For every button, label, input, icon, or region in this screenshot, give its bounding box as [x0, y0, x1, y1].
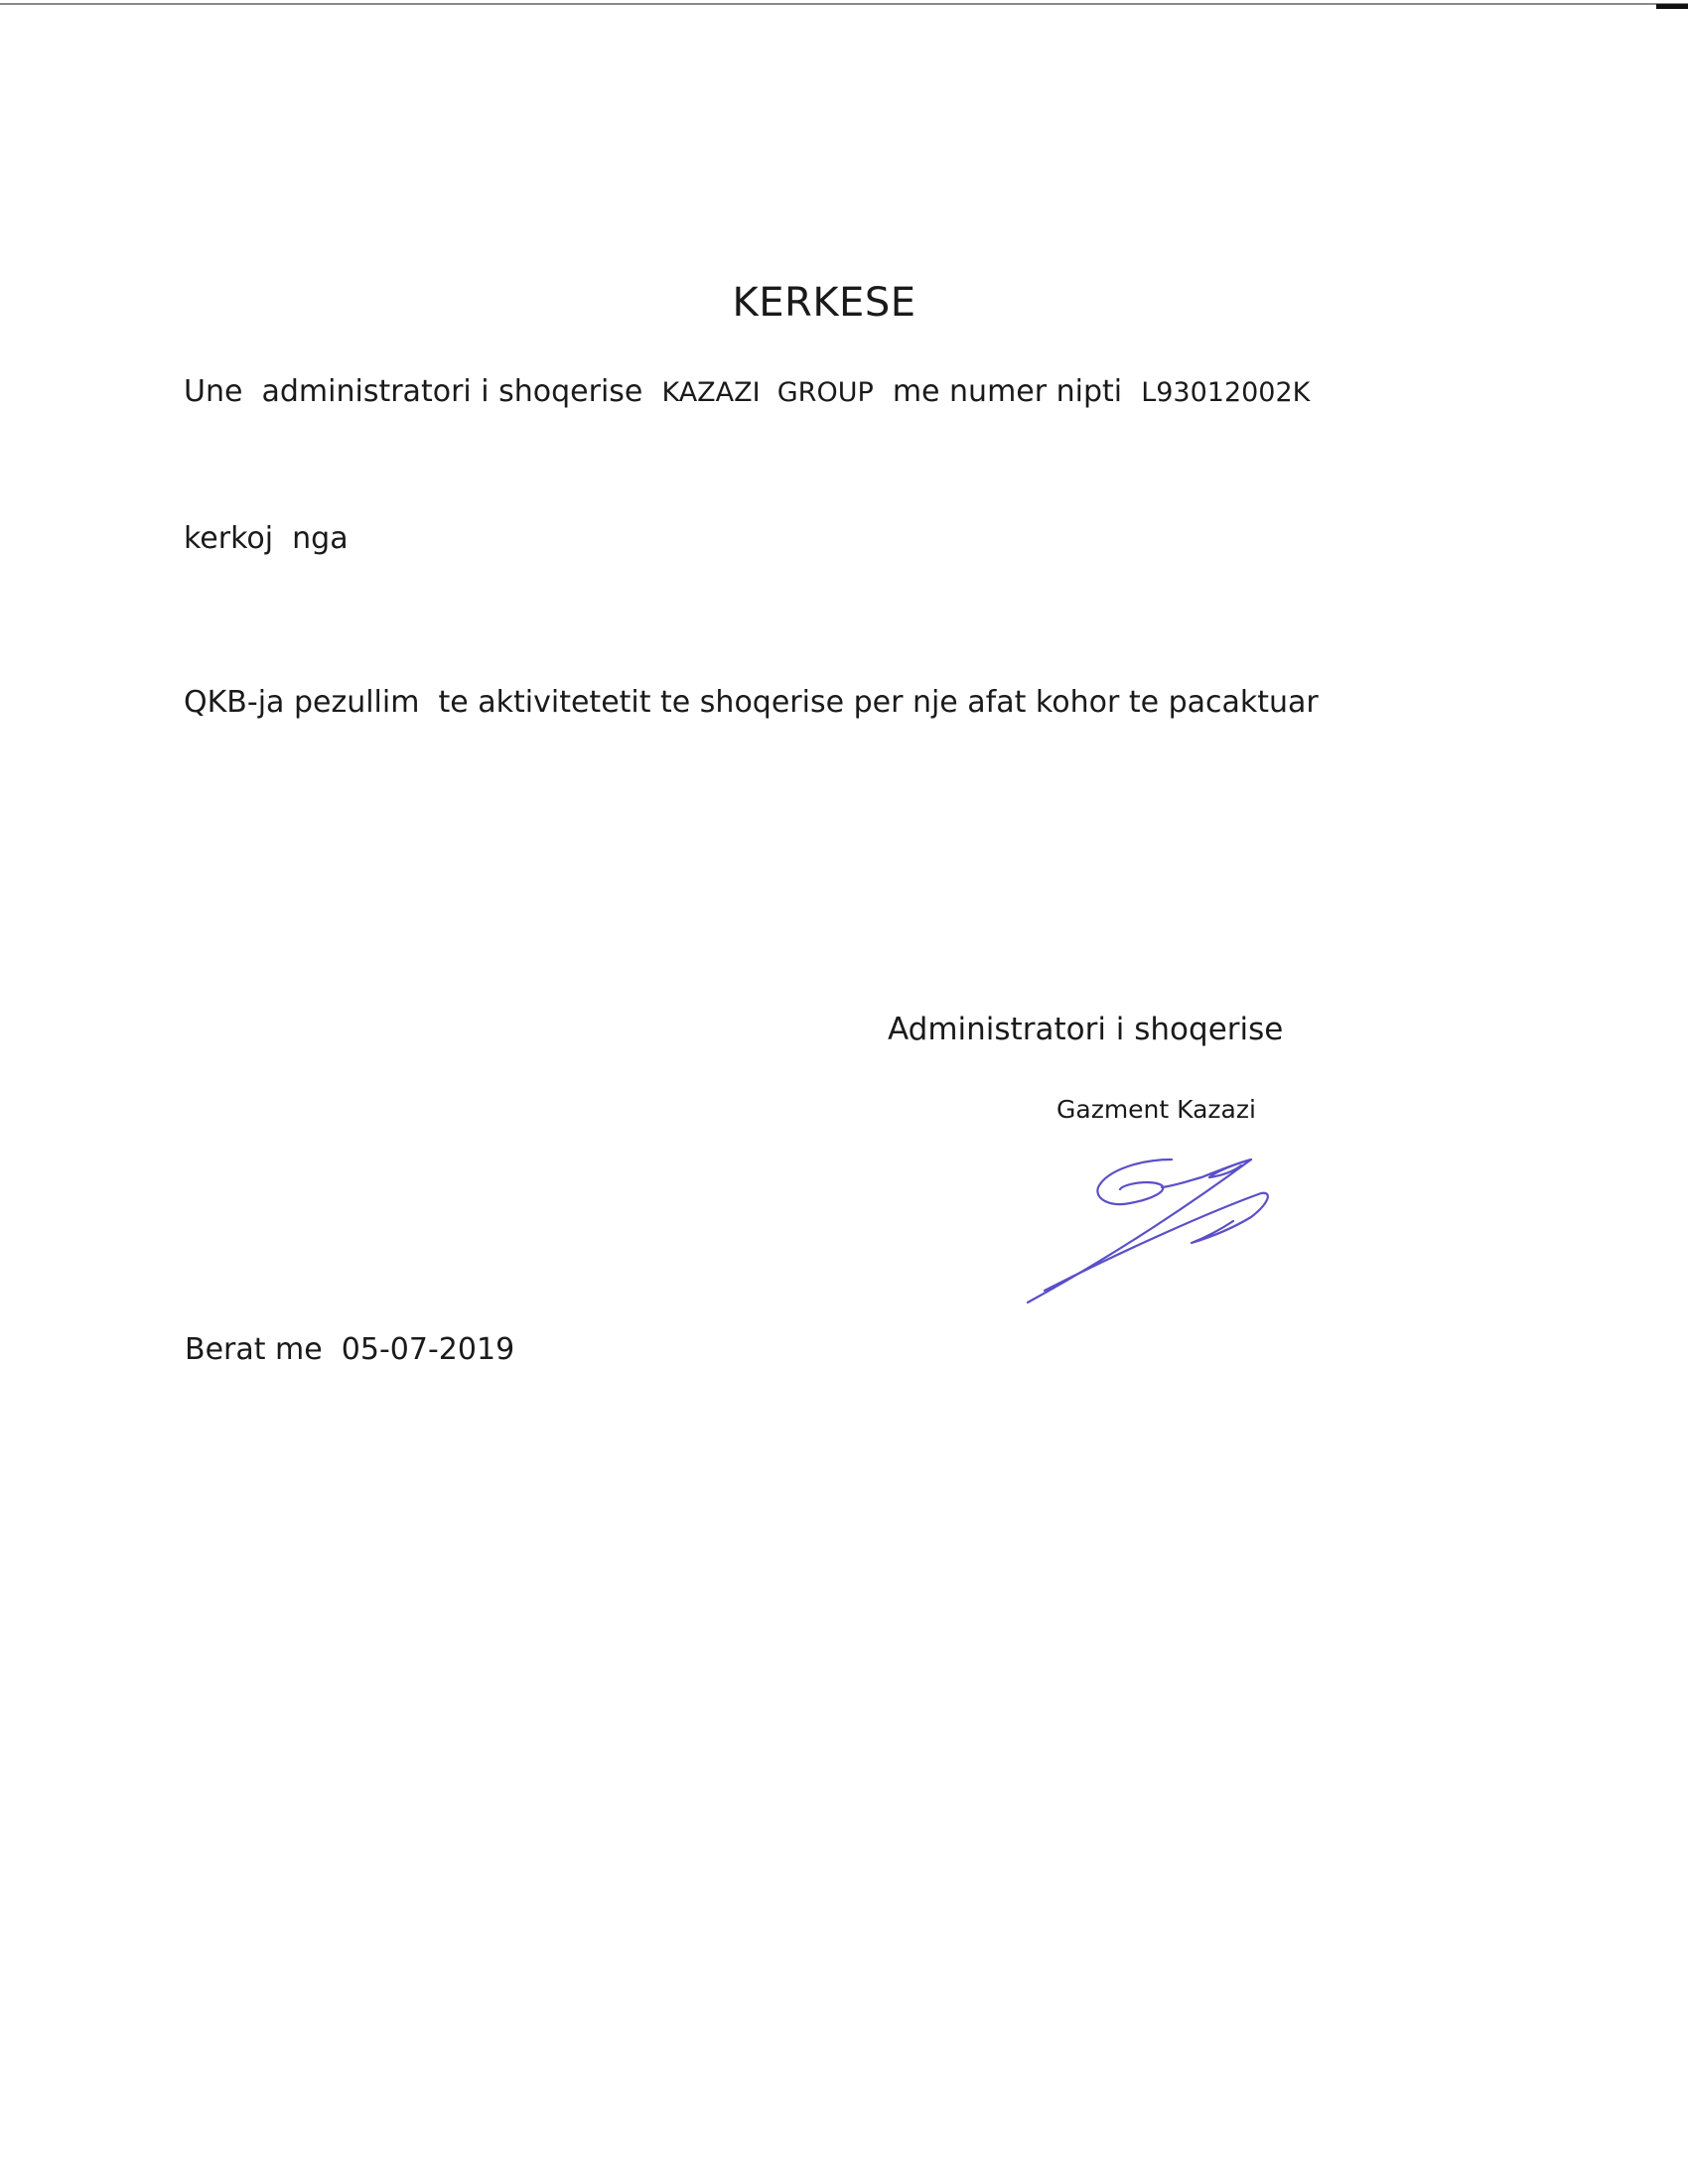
nipt-number: L93012002K — [1141, 377, 1311, 408]
intro-prefix: Une administratori i shoqerise — [184, 374, 662, 409]
request-intro-line — [184, 374, 1311, 409]
request-body: QKB-ja pezullim te aktivitetetit te shoqerise per nje afat kohor te pacaktuar — [184, 685, 1319, 720]
signatory-role: Administratori i shoqerise — [888, 1012, 1284, 1047]
request-line: kerkoj nga — [184, 521, 349, 556]
scan-edge-line — [0, 3, 1688, 5]
place-and-date: Berat me 05-07-2019 — [185, 1332, 515, 1367]
scan-edge-mark — [1656, 4, 1688, 9]
company-name: KAZAZI GROUP — [661, 377, 874, 408]
document-title: KERKESE — [732, 280, 916, 326]
signatory-name: Gazment Kazazi — [1056, 1095, 1256, 1124]
handwritten-signature — [1013, 1142, 1291, 1320]
intro-middle: me numer nipti — [873, 374, 1142, 409]
